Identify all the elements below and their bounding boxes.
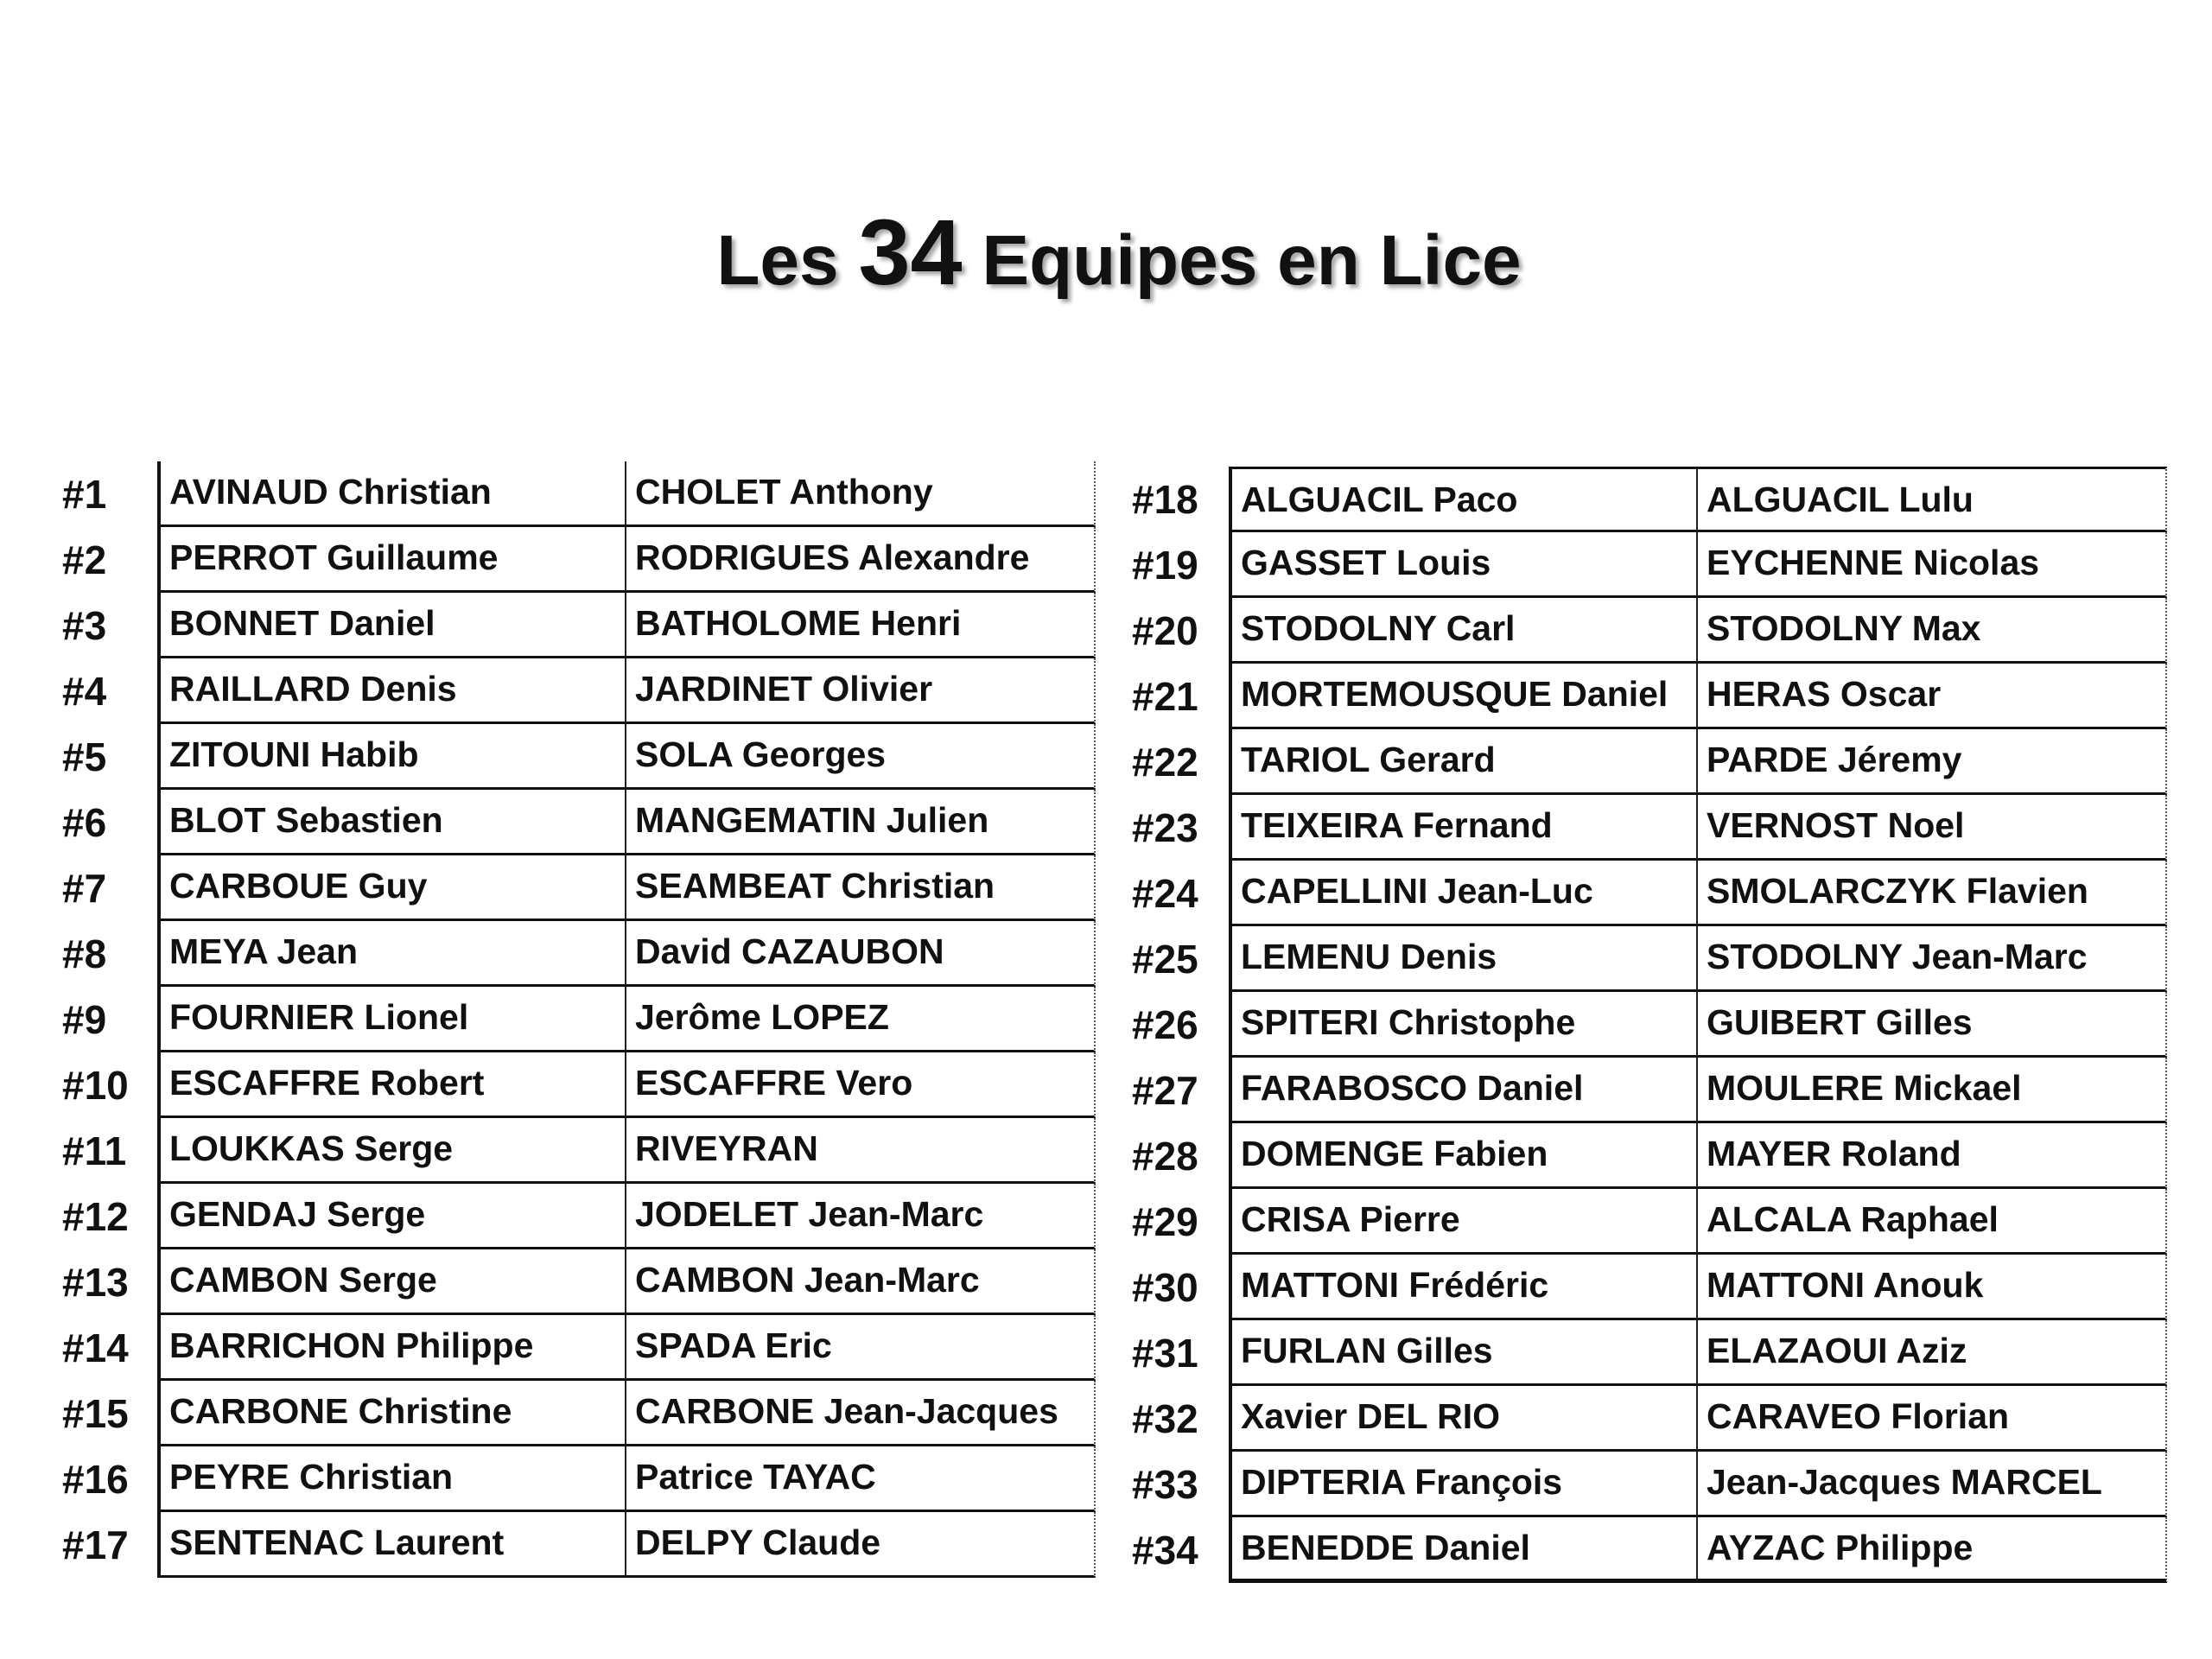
player-one-cell: BONNET Daniel — [157, 593, 626, 658]
team-number: #33 — [1132, 1462, 1198, 1507]
team-number: #25 — [1132, 937, 1198, 982]
player-two-cell: MANGEMATIN Julien — [626, 790, 1096, 855]
player-one-cell: RAILLARD Denis — [157, 658, 626, 724]
team-number: #2 — [62, 537, 107, 582]
player-two-cell: MAYER Roland — [1698, 1123, 2167, 1189]
player-one-cell: TARIOL Gerard — [1229, 729, 1698, 795]
player-one-cell: MORTEMOUSQUE Daniel — [1229, 664, 1698, 729]
player-two-cell: MOULERE Mickael — [1698, 1058, 2167, 1123]
player-one-cell: AVINAUD Christian — [157, 461, 626, 527]
team-number: #32 — [1132, 1396, 1198, 1441]
player-one-cell: PEYRE Christian — [157, 1446, 626, 1512]
player-two-cell: EYCHENNE Nicolas — [1698, 532, 2167, 598]
team-number: #20 — [1132, 608, 1198, 653]
player-one-cell: FOURNIER Lionel — [157, 987, 626, 1052]
player-two-cell: Jerôme LOPEZ — [626, 987, 1096, 1052]
team-number: #5 — [62, 734, 107, 779]
player-one-cell: Xavier DEL RIO — [1229, 1386, 1698, 1452]
player-one-cell: FURLAN Gilles — [1229, 1320, 1698, 1386]
team-number: #10 — [62, 1063, 129, 1108]
team-number: #28 — [1132, 1134, 1198, 1179]
player-two-cell: CARAVEO Florian — [1698, 1386, 2167, 1452]
player-one-cell: ESCAFFRE Robert — [157, 1052, 626, 1118]
team-number: #29 — [1132, 1199, 1198, 1244]
player-two-cell: CAMBON Jean-Marc — [626, 1249, 1096, 1315]
player-two-cell: VERNOST Noel — [1698, 795, 2167, 861]
team-number: #18 — [1132, 477, 1198, 522]
team-number: #12 — [62, 1194, 129, 1239]
team-number: #15 — [62, 1391, 129, 1436]
player-two-cell: ALCALA Raphael — [1698, 1189, 2167, 1255]
team-number: #26 — [1132, 1002, 1198, 1047]
player-one-cell: GENDAJ Serge — [157, 1184, 626, 1249]
player-one-cell: MEYA Jean — [157, 921, 626, 987]
player-one-cell: TEIXEIRA Fernand — [1229, 795, 1698, 861]
player-two-cell: ELAZAOUI Aziz — [1698, 1320, 2167, 1386]
player-one-cell: CARBOUE Guy — [157, 855, 626, 921]
team-number: #27 — [1132, 1068, 1198, 1113]
player-two-cell: ALGUACIL Lulu — [1698, 467, 2167, 532]
player-two-cell: RODRIGUES Alexandre — [626, 527, 1096, 593]
player-one-cell: CARBONE Christine — [157, 1381, 626, 1446]
player-one-cell: DIPTERIA François — [1229, 1452, 1698, 1517]
team-number: #13 — [62, 1260, 129, 1305]
team-number: #17 — [62, 1522, 129, 1567]
title-prefix: Les — [716, 221, 839, 300]
player-two-cell: PARDE Jéremy — [1698, 729, 2167, 795]
player-one-cell: LEMENU Denis — [1229, 926, 1698, 992]
player-two-cell: ESCAFFRE Vero — [626, 1052, 1096, 1118]
player-one-cell: PERROT Guillaume — [157, 527, 626, 593]
team-number: #6 — [62, 800, 107, 845]
player-two-cell: JARDINET Olivier — [626, 658, 1096, 724]
player-one-cell: BARRICHON Philippe — [157, 1315, 626, 1381]
player-two-cell: MATTONI Anouk — [1698, 1255, 2167, 1320]
player-one-cell: SENTENAC Laurent — [157, 1512, 626, 1578]
team-number: #1 — [62, 472, 107, 517]
player-one-cell: ZITOUNI Habib — [157, 724, 626, 790]
player-two-cell: SOLA Georges — [626, 724, 1096, 790]
page-title — [0, 200, 2212, 304]
player-two-cell: BATHOLOME Henri — [626, 593, 1096, 658]
team-number: #21 — [1132, 674, 1198, 719]
player-two-cell: Patrice TAYAC — [626, 1446, 1096, 1512]
player-two-cell: David CAZAUBON — [626, 921, 1096, 987]
player-two-cell: SMOLARCZYK Flavien — [1698, 861, 2167, 926]
team-number: #30 — [1132, 1265, 1198, 1310]
player-one-cell: BENEDDE Daniel — [1229, 1517, 1698, 1583]
title-number: 34 — [858, 200, 963, 304]
title-suffix: Equipes en Lice — [982, 221, 1522, 300]
player-two-cell: SEAMBEAT Christian — [626, 855, 1096, 921]
team-number: #24 — [1132, 871, 1198, 916]
player-two-cell: SPADA Eric — [626, 1315, 1096, 1381]
player-two-cell: RIVEYRAN — [626, 1118, 1096, 1184]
player-two-cell: DELPY Claude — [626, 1512, 1096, 1578]
player-one-cell: ALGUACIL Paco — [1229, 467, 1698, 532]
player-one-cell: MATTONI Frédéric — [1229, 1255, 1698, 1320]
player-two-cell: CARBONE Jean-Jacques — [626, 1381, 1096, 1446]
player-two-cell: STODOLNY Jean-Marc — [1698, 926, 2167, 992]
player-one-cell: STODOLNY Carl — [1229, 598, 1698, 664]
team-number: #8 — [62, 931, 107, 976]
player-one-cell: GASSET Louis — [1229, 532, 1698, 598]
player-two-cell: JODELET Jean-Marc — [626, 1184, 1096, 1249]
team-number: #11 — [62, 1128, 127, 1173]
player-one-cell: CAPELLINI Jean-Luc — [1229, 861, 1698, 926]
player-one-cell: CRISA Pierre — [1229, 1189, 1698, 1255]
player-two-cell: CHOLET Anthony — [626, 461, 1096, 527]
player-one-cell: BLOT Sebastien — [157, 790, 626, 855]
team-number: #16 — [62, 1457, 129, 1502]
team-number: #23 — [1132, 805, 1198, 850]
team-number: #4 — [62, 669, 107, 714]
team-number: #22 — [1132, 740, 1198, 785]
player-one-cell: SPITERI Christophe — [1229, 992, 1698, 1058]
team-number: #9 — [62, 997, 107, 1042]
team-number: #7 — [62, 866, 107, 911]
player-one-cell: CAMBON Serge — [157, 1249, 626, 1315]
player-one-cell: FARABOSCO Daniel — [1229, 1058, 1698, 1123]
player-two-cell: HERAS Oscar — [1698, 664, 2167, 729]
team-number: #31 — [1132, 1331, 1198, 1376]
team-number: #3 — [62, 603, 107, 648]
player-one-cell: LOUKKAS Serge — [157, 1118, 626, 1184]
player-two-cell: AYZAC Philippe — [1698, 1517, 2167, 1583]
player-one-cell: DOMENGE Fabien — [1229, 1123, 1698, 1189]
player-two-cell: GUIBERT Gilles — [1698, 992, 2167, 1058]
team-number: #34 — [1132, 1528, 1198, 1573]
team-number: #14 — [62, 1325, 129, 1370]
player-two-cell: Jean-Jacques MARCEL — [1698, 1452, 2167, 1517]
player-two-cell: STODOLNY Max — [1698, 598, 2167, 664]
team-number: #19 — [1132, 543, 1198, 588]
